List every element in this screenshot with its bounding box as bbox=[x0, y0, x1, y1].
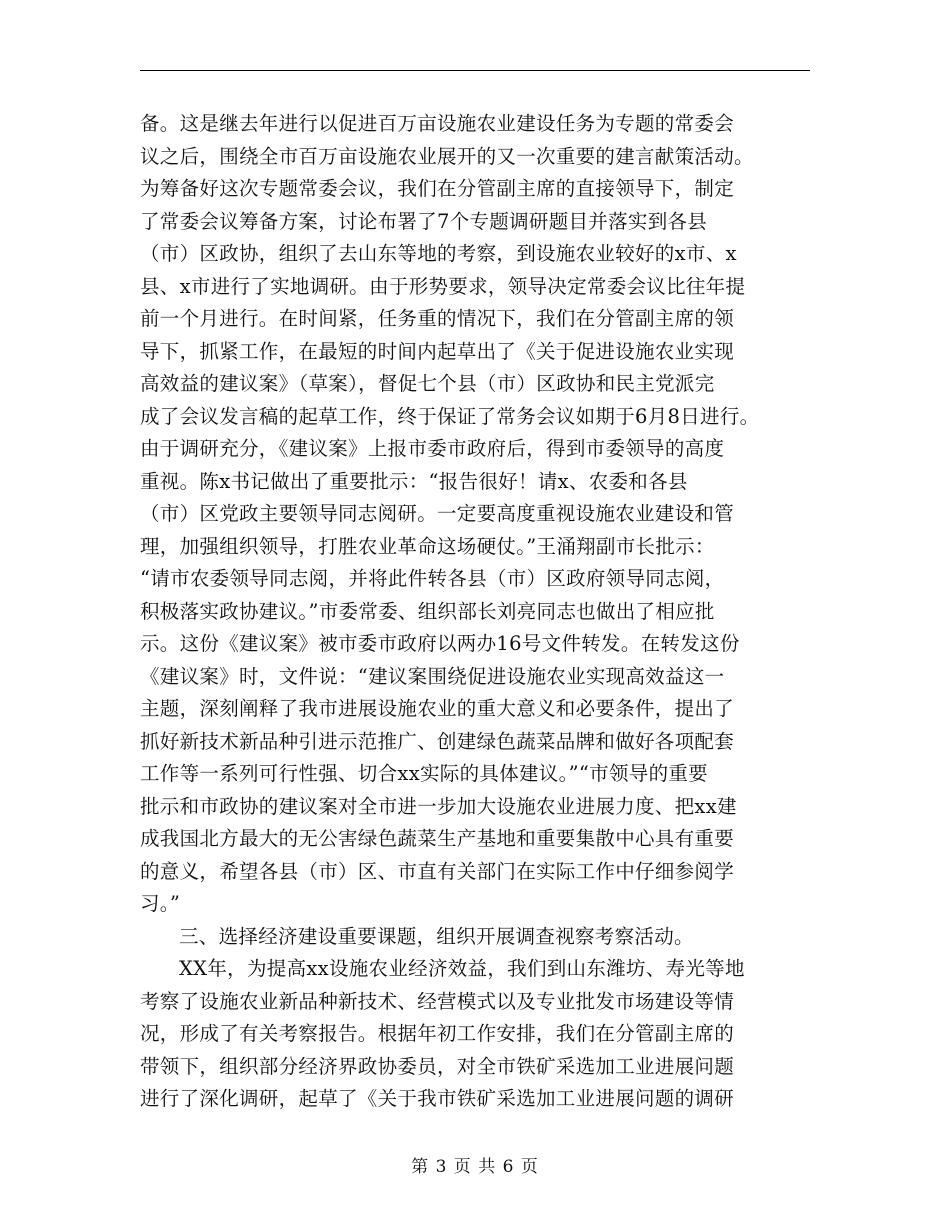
text-line: 《建议案》时，文件说：“建议案围绕促进设施农业实现高效益这一 bbox=[140, 664, 725, 688]
text-line: 习。” bbox=[140, 892, 181, 915]
text-line: 主题，深刻阐释了我市进展设施农业的重大意义和必要条件，提出了 bbox=[140, 697, 735, 720]
text-line: 理，加强组织领导，打胜农业革命这场硬仗。”王涌翔副市长批示： bbox=[140, 534, 715, 558]
text-line: 议之后，围绕全市百万亩设施农业展开的又一次重要的建言献策活动。 bbox=[140, 144, 754, 168]
text-line: “请市农委领导同志阅，并将此件转各县（市）区政府领导同志阅， bbox=[140, 567, 725, 590]
text-line: 批示和市政协的建议案对全市进一步加大设施农业进展力度、把xx建 bbox=[140, 794, 737, 818]
page-number-footer: 第 3 页 共 6 页 bbox=[411, 1157, 539, 1177]
text-line: 导下，抓紧工作，在最短的时间内起草出了《关于促进设施农业实现 bbox=[140, 339, 735, 363]
text-line: 前一个月进行。在时间紧，任务重的情况下，我们在分管副主席的领 bbox=[140, 307, 735, 330]
text-line: （市）区政协，组织了去山东等地的考察，到设施农业较好的x市、x bbox=[140, 242, 737, 265]
text-line: 县、x市进行了实地调研。由于形势要求，领导决定常委会议比往年提 bbox=[140, 274, 746, 298]
text-line: 示。这份《建议案》被市委市政府以两办16号文件转发。在转发这份 bbox=[140, 632, 740, 655]
text-line: 抓好新技术新品种引进示范推广、创建绿色蔬菜品牌和做好各项配套 bbox=[140, 729, 735, 753]
text-line: 带领下，组织部分经济界政协委员，对全市铁矿采选加工业进展问题 bbox=[140, 1054, 735, 1078]
header-rule bbox=[140, 70, 810, 71]
text-line: 工作等一系列可行性强、切合xx实际的具体建议。”“市领导的重要 bbox=[140, 762, 708, 785]
document-body bbox=[140, 108, 820, 1116]
text-line: 了常委会议筹备方案，讨论布署了7个专题调研题目并落实到各县 bbox=[140, 209, 708, 233]
text-line: 备。这是继去年进行以促进百万亩设施农业建设任务为专题的常委会 bbox=[140, 112, 735, 135]
text-line: 积极落实政协建议。”市委常委、组织部长刘亮同志也做出了相应批 bbox=[140, 599, 715, 623]
text-line: 高效益的建议案》（草案），督促七个县（市）区政协和民主党派完 bbox=[140, 372, 715, 395]
text-line: 进行了深化调研，起草了《关于我市铁矿采选加工业进展问题的调研 bbox=[140, 1087, 735, 1110]
text-line: 的意义，希望各县（市）区、市直有关部门在实际工作中仔细参阅学 bbox=[140, 859, 735, 883]
text-line: 考察了设施农业新品种新技术、经营模式以及专业批发市场建设等情 bbox=[140, 989, 735, 1013]
text-line: 成我国北方最大的无公害绿色蔬菜生产基地和重要集散中心具有重要 bbox=[140, 827, 735, 850]
text-line: 三、选择经济建设重要课题，组织开展调查视察考察活动。 bbox=[179, 924, 694, 948]
text-line: 成了会议发言稿的起草工作，终于保证了常务会议如期于6月8日进行。 bbox=[140, 404, 760, 428]
text-line: 为筹备好这次专题常委会议，我们在分管副主席的直接领导下，制定 bbox=[140, 177, 735, 200]
text-line: 况，形成了有关考察报告。根据年初工作安排，我们在分管副主席的 bbox=[140, 1022, 735, 1045]
text-line: 重视。陈x书记做出了重要批示：“报告很好！请x、农委和各县 bbox=[140, 469, 688, 493]
text-line: （市）区党政主要领导同志阅研。一定要高度重视设施农业建设和管 bbox=[140, 502, 735, 525]
text-line: XX年，为提高xx设施农业经济效益，我们到山东潍坊、寿光等地 bbox=[179, 957, 745, 980]
text-line: 由于调研充分，《建议案》上报市委市政府后，得到市委领导的高度 bbox=[140, 437, 725, 460]
